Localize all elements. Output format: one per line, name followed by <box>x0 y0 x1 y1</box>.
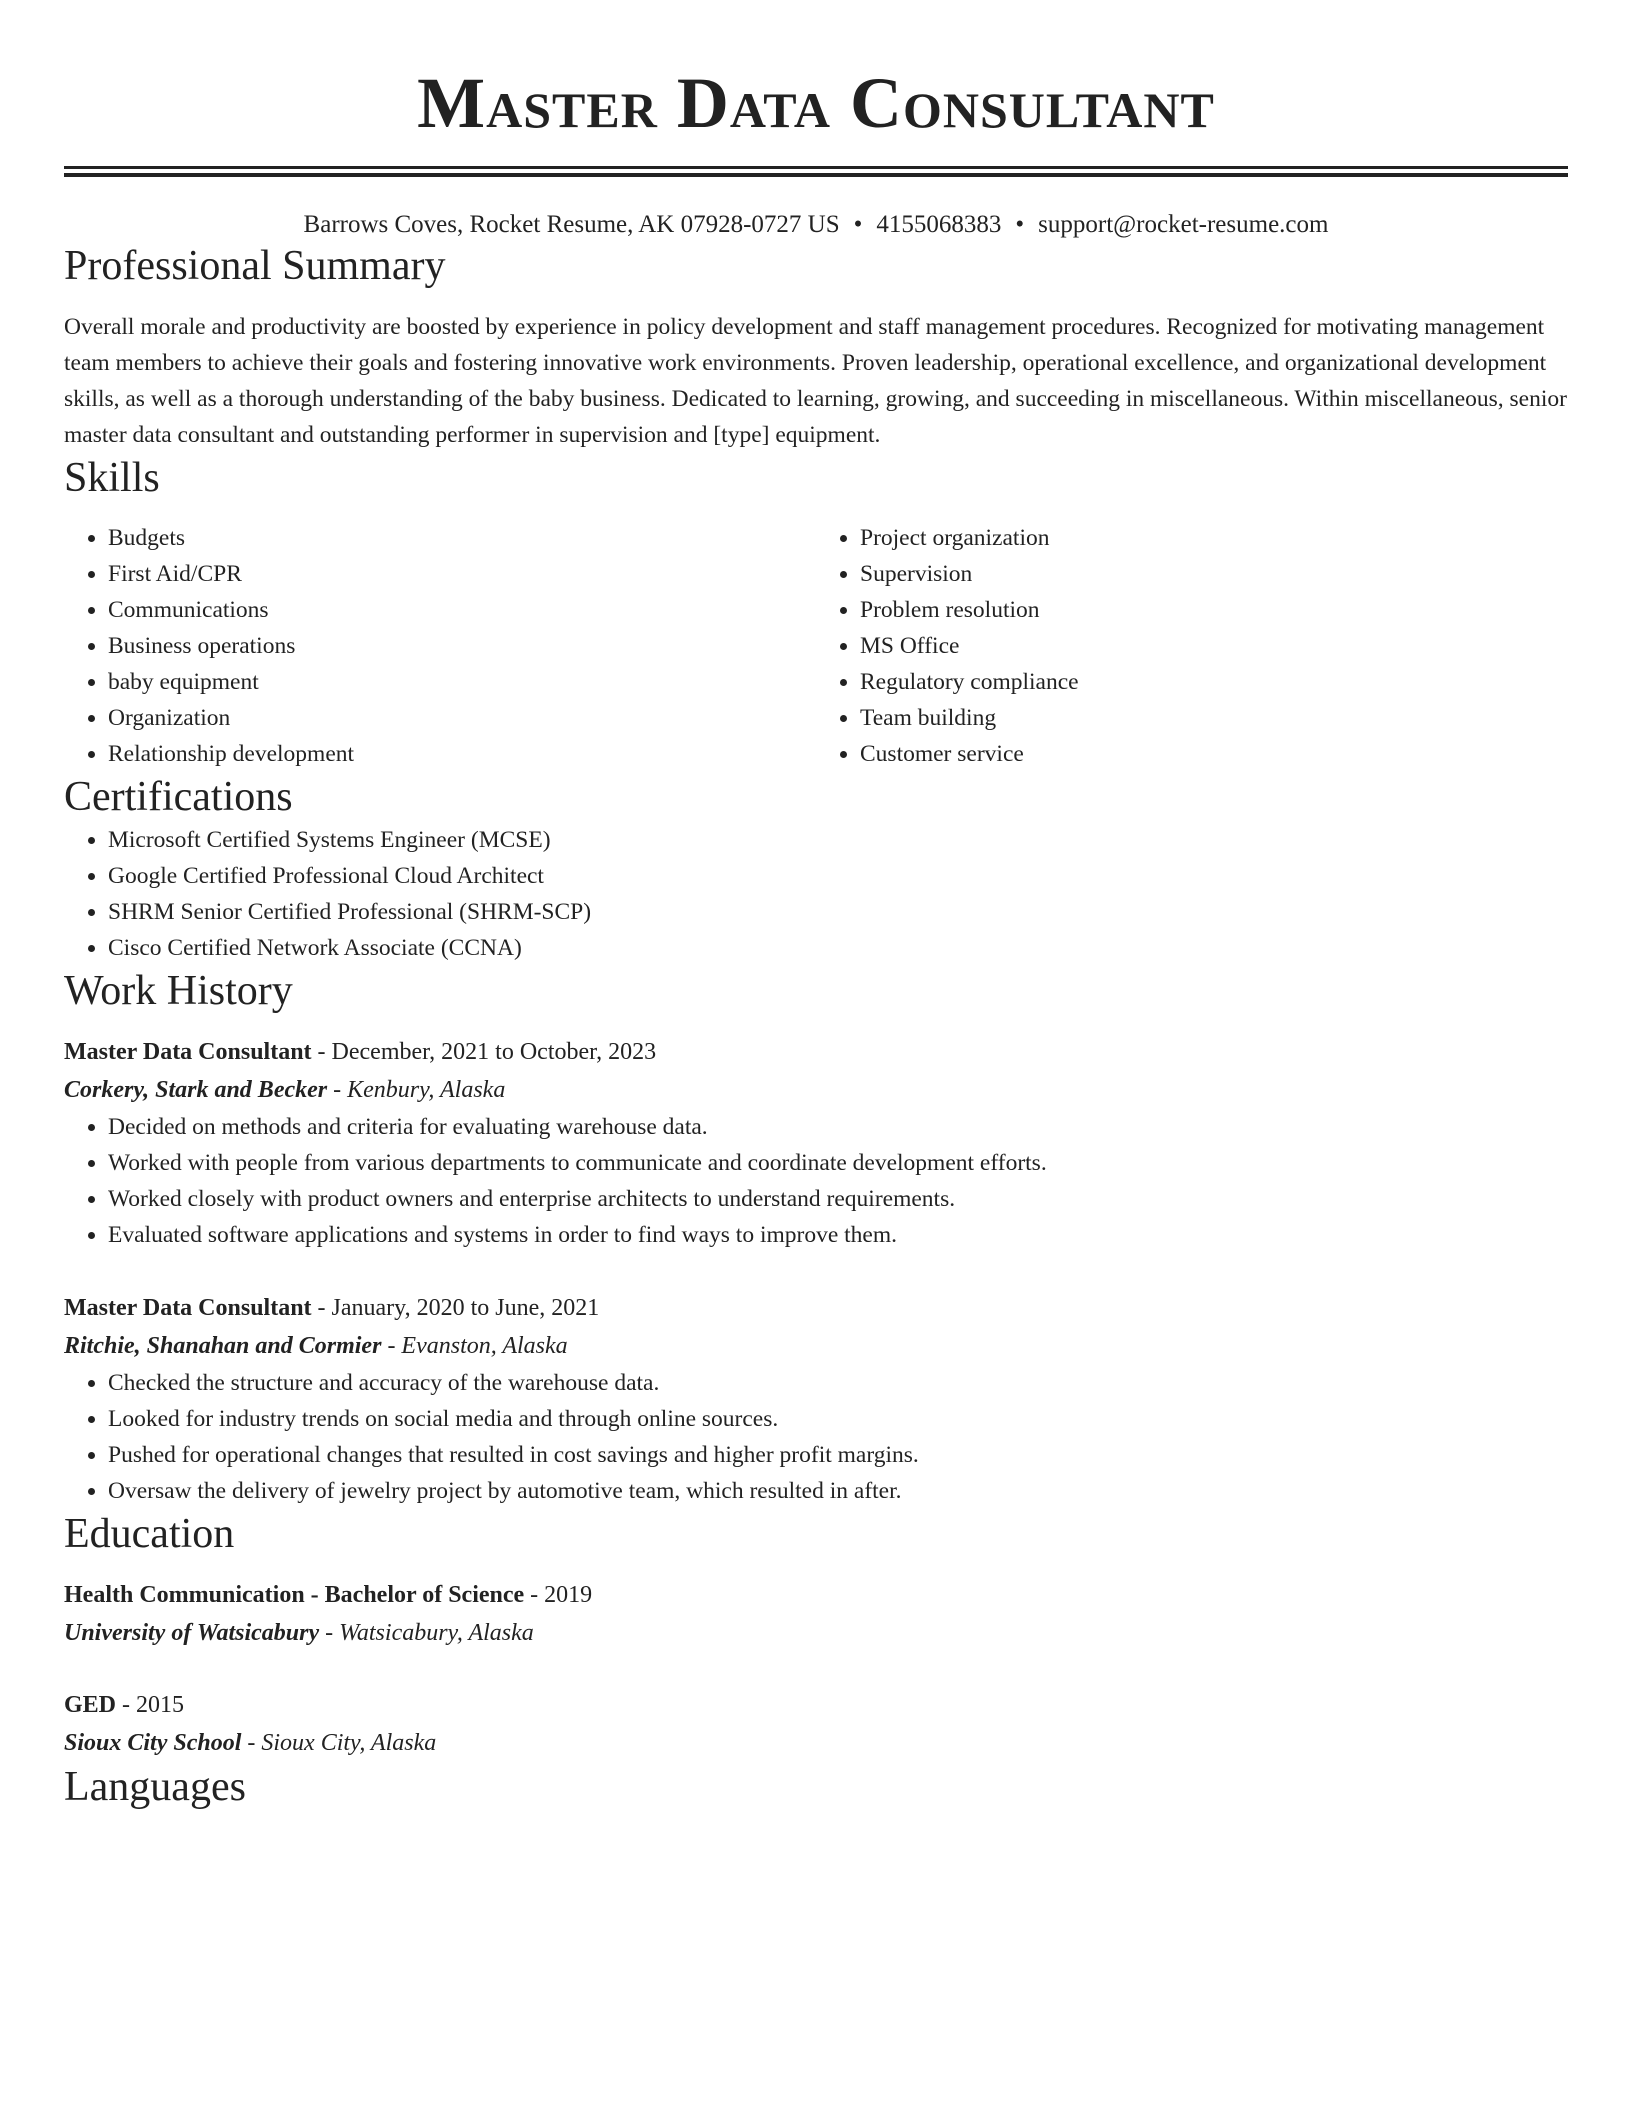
resume-title: Master Data Consultant <box>417 63 1215 143</box>
contact-address: Barrows Coves, Rocket Resume, AK 07928-0727 US <box>303 211 840 238</box>
skill-item: • baby equipment <box>108 664 816 700</box>
skill-item: • Budgets <box>108 520 816 556</box>
certification-item: • Google Certified Professional Cloud Architect <box>108 858 1568 894</box>
job-location: - Kenbury, Alaska <box>327 1077 506 1103</box>
contact-phone: 4155068383 <box>876 211 1002 238</box>
education-location: - Sioux City, Alaska <box>241 1730 437 1756</box>
skill-item: • Project organization <box>860 520 1568 556</box>
job-company-line <box>64 1327 1568 1365</box>
job-bullet: • Oversaw the delivery of jewelry project by automotive team, which resulted in after. <box>108 1473 1568 1509</box>
job-bullet: • Worked with people from various departments to communicate and coordinate development efforts. <box>108 1145 1568 1181</box>
skill-item: • First Aid/CPR <box>108 556 816 592</box>
job-bullet: • Decided on methods and criteria for evaluating warehouse data. <box>108 1109 1568 1145</box>
education-heading: Education <box>64 1511 235 1557</box>
languages-heading: Languages <box>64 1764 246 1810</box>
education-degree-line <box>64 1576 1568 1614</box>
skill-item: • Supervision <box>860 556 1568 592</box>
work-history-heading: Work History <box>64 968 293 1014</box>
skill-item: • Business operations <box>108 628 816 664</box>
education-school-line <box>64 1614 1568 1652</box>
skill-item: • Regulatory compliance <box>860 664 1568 700</box>
skills-left-list <box>64 520 816 772</box>
education-degree-line <box>64 1686 1568 1724</box>
contact-separator: • <box>853 211 863 238</box>
contact-separator: • <box>1015 211 1025 238</box>
job-bullets <box>64 1109 1568 1253</box>
job-bullet: • Evaluated software applications and systems in order to find ways to improve them. <box>108 1217 1568 1253</box>
job-entry <box>64 1033 1568 1253</box>
certifications-heading: Certifications <box>64 774 293 820</box>
certifications-list <box>64 822 1568 966</box>
contact-line <box>64 209 1568 241</box>
skills-columns <box>64 520 1568 772</box>
education-entry <box>64 1576 1568 1652</box>
certification-item: • SHRM Senior Certified Professional (SHRM-SCP) <box>108 894 1568 930</box>
title-divider <box>64 166 1568 177</box>
education-location: - Watsicabury, Alaska <box>319 1620 534 1646</box>
job-dates: - December, 2021 to October, 2023 <box>311 1039 657 1065</box>
job-title-line <box>64 1289 1568 1327</box>
job-location: - Evanston, Alaska <box>381 1333 568 1359</box>
education-year: - 2019 <box>524 1582 593 1608</box>
education-degree: Health Communication - Bachelor of Science <box>64 1582 525 1608</box>
job-title: Master Data Consultant <box>64 1295 312 1321</box>
skill-item: • Communications <box>108 592 816 628</box>
job-bullet: • Looked for industry trends on social media and through online sources. <box>108 1401 1568 1437</box>
summary-heading: Professional Summary <box>64 243 446 289</box>
skills-heading: Skills <box>64 455 160 501</box>
job-company: Corkery, Stark and Becker <box>64 1077 328 1103</box>
certification-item: • Cisco Certified Network Associate (CCNA) <box>108 930 1568 966</box>
skills-right-list <box>816 520 1568 772</box>
job-title: Master Data Consultant <box>64 1039 312 1065</box>
education-year: - 2015 <box>116 1692 185 1718</box>
job-title-line <box>64 1033 1568 1071</box>
skill-item: • Organization <box>108 700 816 736</box>
job-entry <box>64 1289 1568 1509</box>
job-bullet: • Checked the structure and accuracy of the warehouse data. <box>108 1365 1568 1401</box>
skill-item: • MS Office <box>860 628 1568 664</box>
education-school: Sioux City School <box>64 1730 242 1756</box>
skill-item: • Team building <box>860 700 1568 736</box>
education-degree: GED <box>64 1692 117 1718</box>
skill-item: • Customer service <box>860 736 1568 772</box>
education-school: University of Watsicabury <box>64 1620 320 1646</box>
job-company-line <box>64 1071 1568 1109</box>
resume-page <box>64 0 1568 1812</box>
job-dates: - January, 2020 to June, 2021 <box>311 1295 600 1321</box>
skill-item: • Relationship development <box>108 736 816 772</box>
education-school-line <box>64 1724 1568 1762</box>
summary-text: Overall morale and productivity are boosted by experience in policy development and staff management procedures. Recognized for motivating management team members to achieve their goals and fostering innovative work environments. Proven leadership, operational excellence, and organizational development skills, as well as a thorough understanding of the baby business. Dedicated to learning, growing, and succeeding in miscellaneous. Within miscellaneous, senior master data consultant and outstanding performer in supervision and [type] equipment. <box>64 314 1567 448</box>
job-bullet: • Pushed for operational changes that resulted in cost savings and higher profit margins. <box>108 1437 1568 1473</box>
contact-email: support@rocket-resume.com <box>1038 211 1329 238</box>
education-entry <box>64 1686 1568 1762</box>
skill-item: • Problem resolution <box>860 592 1568 628</box>
job-bullets <box>64 1365 1568 1509</box>
job-company: Ritchie, Shanahan and Cormier <box>64 1333 382 1359</box>
job-bullet: • Worked closely with product owners and enterprise architects to understand requirements. <box>108 1181 1568 1217</box>
certification-item: • Microsoft Certified Systems Engineer (MCSE) <box>108 822 1568 858</box>
